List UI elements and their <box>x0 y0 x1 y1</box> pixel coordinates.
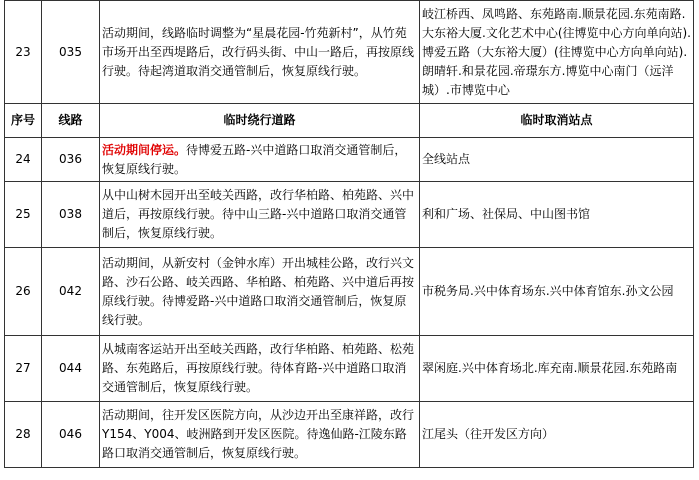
seq-cell: 27 <box>5 336 42 402</box>
table-row <box>5 182 694 248</box>
detour-cell: 活动期间，线路临时调整为“星晨花园-竹苑新村”，从竹苑市场开出至西堤路后，改行码头街、中山一路后，再按原线行驶。待起湾道取消交通管制后，恢复原线行驶。 <box>100 1 420 104</box>
route-cell: 038 <box>42 182 100 248</box>
route-table <box>4 0 694 468</box>
table-row <box>5 402 694 468</box>
header-detour: 临时绕行道路 <box>100 104 420 138</box>
header-row <box>5 104 694 138</box>
detour-cell: 从中山树木园开出至岐关西路，改行华柏路、柏苑路、兴中道后，再按原线行驶。待中山三路-兴中道路口取消交通管制后，恢复原线行驶。 <box>100 182 420 248</box>
seq-cell: 23 <box>5 1 42 104</box>
stops-cell: 利和广场、社保局、中山图书馆 <box>420 182 694 248</box>
table-row <box>5 336 694 402</box>
stops-cell: 市税务局.兴中体育场东.兴中体育馆东.孙文公园 <box>420 248 694 336</box>
table-row <box>5 248 694 336</box>
suspension-notice: 活动期间停运。 <box>102 142 187 157</box>
stops-cell: 江尾头（往开发区方向） <box>420 402 694 468</box>
stops-cell: 岐江桥西、凤鸣路、东苑路南.顺景花园.东苑南路.大东裕大厦.文化艺术中心(往博览中心方向单向站).博爱五路（大东裕大厦）(往博览中心方向单向站).朗晴轩.和景花园.帝璟东方.博览中心南门（远洋城）.市博览中心 <box>420 1 694 104</box>
header-route: 线路 <box>42 104 100 138</box>
detour-cell: 活动期间，从新安村（金钟水库）开出城桂公路，改行兴文路、沙石公路、岐关西路、华柏路、柏苑路、兴中道后再按原线行驶。待博爱路-兴中道路口取消交通管制后，恢复原线行驶。 <box>100 248 420 336</box>
stops-cell: 全线站点 <box>420 138 694 182</box>
table-row <box>5 1 694 104</box>
table-row <box>5 138 694 182</box>
detour-cell: 活动期间，往开发区医院方向，从沙边开出至康祥路，改行Y154、Y004、岐洲路到开发区医院。待逸仙路-江陵东路路口取消交通管制后，恢复原线行驶。 <box>100 402 420 468</box>
detour-text: 待博爱五路-兴中道路口取消交通管制后，恢复原线行驶。 <box>102 142 407 176</box>
route-cell: 046 <box>42 402 100 468</box>
seq-cell: 24 <box>5 138 42 182</box>
seq-cell: 26 <box>5 248 42 336</box>
route-cell: 042 <box>42 248 100 336</box>
route-cell: 035 <box>42 1 100 104</box>
detour-cell <box>100 138 420 182</box>
detour-cell: 从城南客运站开出至岐关西路，改行华柏路、柏苑路、松苑路、东苑路后，再按原线行驶。待体育路-兴中道路口取消交通管制后，恢复原线行驶。 <box>100 336 420 402</box>
route-cell: 044 <box>42 336 100 402</box>
header-stops: 临时取消站点 <box>420 104 694 138</box>
stops-cell: 翠闲庭.兴中体育场北.库充南.顺景花园.东苑路南 <box>420 336 694 402</box>
route-cell: 036 <box>42 138 100 182</box>
header-seq: 序号 <box>5 104 42 138</box>
seq-cell: 25 <box>5 182 42 248</box>
seq-cell: 28 <box>5 402 42 468</box>
